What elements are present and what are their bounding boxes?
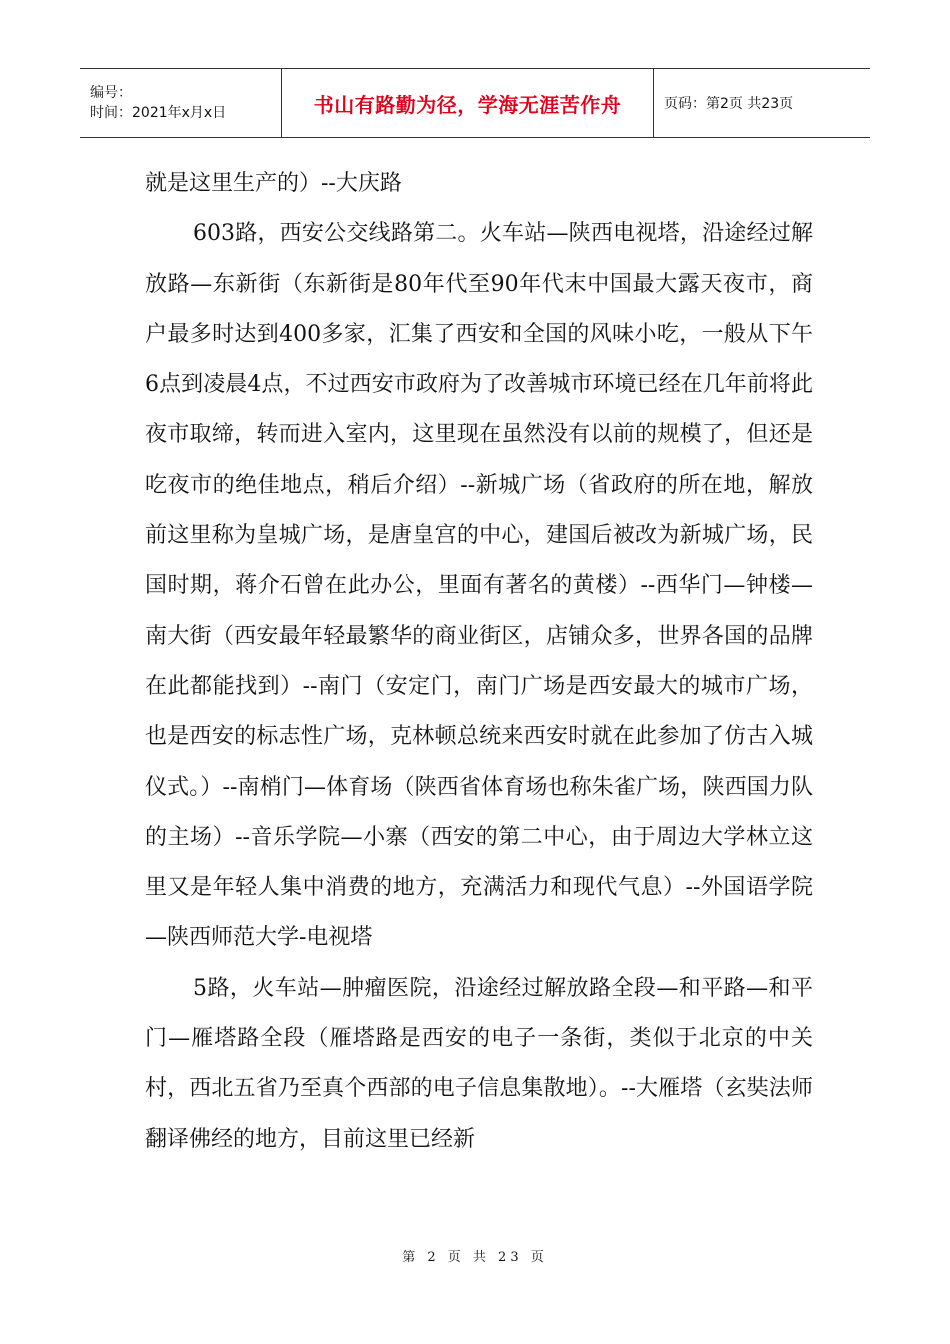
header-motto: 书山有路勤为径，学海无涯苦作舟 <box>313 92 622 117</box>
document-body <box>145 159 813 1165</box>
paragraph-route-603: 603路，西安公交线路第二。火车站—陕西电视塔，沿途经过解放路—东新街（东新街是80年代至90年代末中国最大露天夜市，商户最多时达到400多家，汇集了西安和全国的风味小吃，一般从下午6点到凌晨4点，不过西安市政府为了改善城市环境已经在几年前将此夜市取缔，转而进入室内，这里现在虽然没有以前的规模了，但还是吃夜市的绝佳地点，稍后介绍）--新城广场（省政府的所在地，解放前这里称为皇城广场，是唐皇宫的中心，建国后被改为新城广场，民国时期，蒋介石曾在此办公，里面有著名的黄楼）--西华门—钟楼—南大街（西安最年轻最繁华的商业街区，店铺众多，世界各国的品牌在此都能找到）--南门（安定门，南门广场是西安最大的城市广场，也是西安的标志性广场，克林顿总统来西安时就在此参加了仿古入城仪式。）--南梢门—体育场（陕西省体育场也称朱雀广场，陕西国力队的主场）--音乐学院—小寨（西安的第二中心，由于周边大学林立这里又是年轻人集中消费的地方，充满活力和现代气息）--外国语学院—陕西师范大学-电视塔 <box>145 221 813 951</box>
header-meta <box>80 69 282 137</box>
page-footer: 第 2 页 共 23 页 <box>402 1250 548 1265</box>
document-date-label: 时间：2021年x月x日 <box>90 105 227 121</box>
header-motto-cell <box>282 69 654 137</box>
document-number-label: 编号： <box>90 85 132 101</box>
paragraph-continuation: 就是这里生产的）--大庆路 <box>145 171 402 196</box>
header-page-info: 页码：第2页 共23页 <box>664 96 794 112</box>
page-header <box>80 68 870 138</box>
paragraph-route-5: 5路，火车站—肿瘤医院，沿途经过解放路全段—和平路—和平门—雁塔路全段（雁塔路是西安的电子一条街，类似于北京的中关村，西北五省乃至真个西部的电子信息集散地）。--大雁塔（玄奘法师翻译佛经的地方，目前这里已经新 <box>145 975 813 1152</box>
